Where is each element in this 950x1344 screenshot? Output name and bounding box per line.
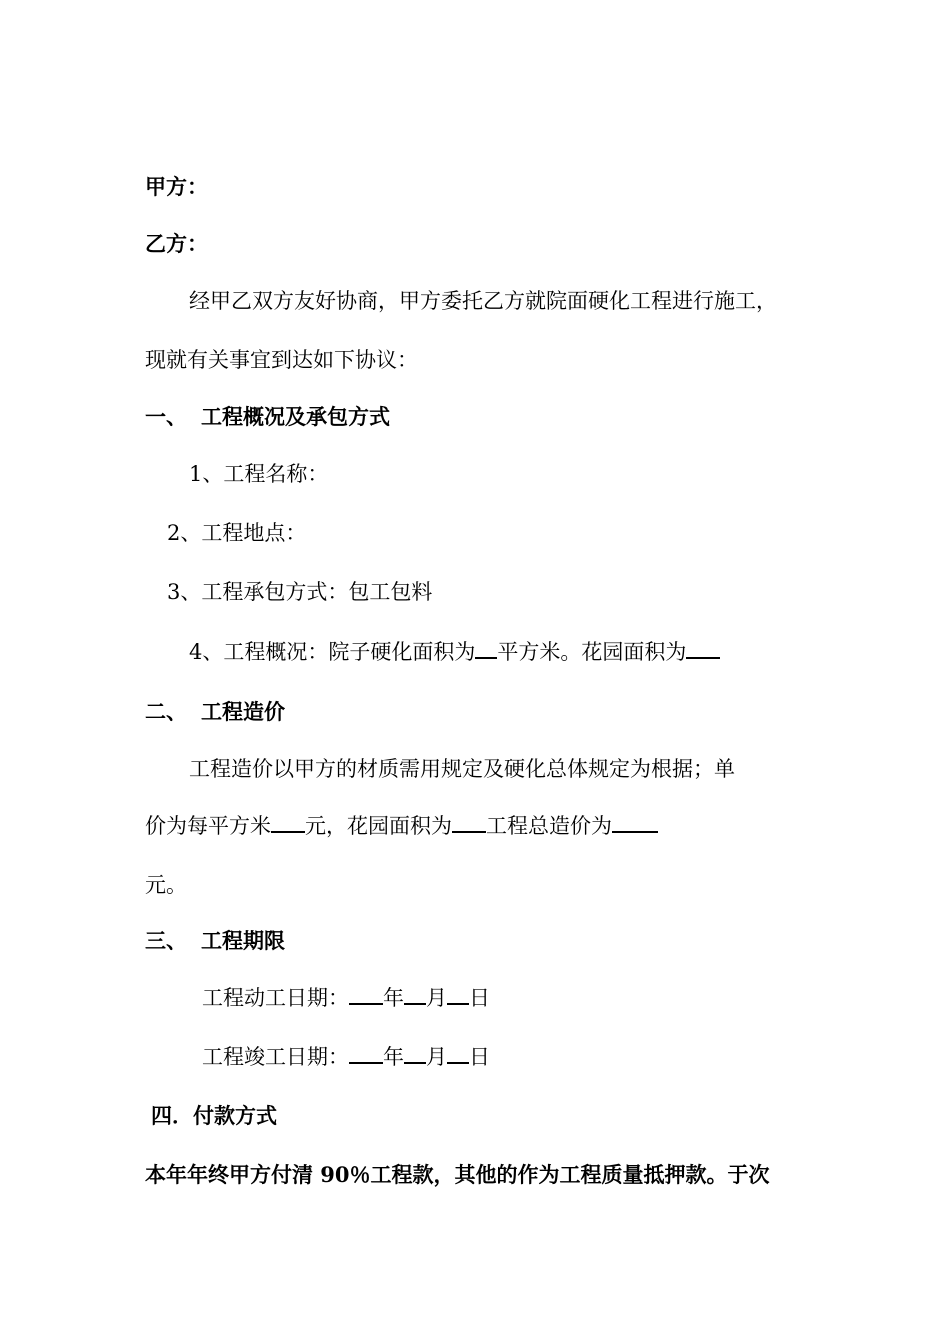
start-date-label: 工程动工日期：	[202, 986, 349, 1010]
start-month-blank	[404, 985, 426, 1005]
party-b-label: 乙方：	[145, 231, 208, 256]
end-day-blank	[447, 1044, 469, 1064]
end-year-unit: 年	[383, 1045, 404, 1069]
section-3-number: 三、	[145, 928, 187, 953]
intro-line-1: 经甲乙双方友好协商，甲方委托乙方就院面硬化工程进行施工，	[189, 289, 777, 313]
section-1-number: 一、	[145, 404, 187, 429]
section-2-number: 二、	[145, 699, 187, 724]
section-4-heading: 四．付款方式	[151, 1103, 277, 1128]
start-day-unit: 日	[469, 986, 490, 1010]
start-date-line	[202, 984, 490, 1012]
end-month-blank	[404, 1044, 426, 1064]
price-text-b: 元，花园面积为	[305, 814, 452, 838]
unit-price-blank	[271, 813, 305, 833]
start-year-blank	[349, 985, 383, 1005]
section-1-item-2: 2、工程地点：	[167, 521, 307, 545]
total-price-blank	[612, 813, 658, 833]
start-day-blank	[447, 985, 469, 1005]
area-blank	[475, 639, 497, 659]
section-2-heading	[145, 698, 285, 726]
party-a-label: 甲方：	[145, 174, 208, 199]
section-1-item-3: 3、工程承包方式：包工包料	[167, 580, 433, 604]
end-date-line	[202, 1043, 490, 1071]
section-2-line-3: 元。	[145, 873, 187, 897]
section-3-heading	[145, 927, 285, 955]
end-year-blank	[349, 1044, 383, 1064]
section-1-heading	[145, 403, 390, 431]
intro-line-2: 现就有关事宜到达如下协议：	[145, 348, 418, 372]
section-1-item-1: 1、工程名称：	[189, 462, 329, 486]
section-2-line-1: 工程造价以甲方的材质需用规定及硬化总体规定为根据；单	[189, 757, 735, 781]
section-4-line-1: 本年年终甲方付清 90％工程款，其他的作为工程质量抵押款。于次	[145, 1162, 770, 1187]
section-1-item-4	[189, 638, 720, 666]
item-4-text-b: 平方米。花园面积为	[497, 640, 687, 664]
item-4-text-a: 4、工程概况：院子硬化面积为	[189, 640, 476, 664]
garden-price-blank	[452, 813, 486, 833]
end-month-unit: 月	[426, 1045, 447, 1069]
end-date-label: 工程竣工日期：	[202, 1045, 349, 1069]
price-text-a: 价为每平方米	[145, 814, 271, 838]
section-1-title: 工程概况及承包方式	[201, 404, 390, 429]
price-text-c: 工程总造价为	[486, 814, 612, 838]
garden-area-blank	[686, 639, 720, 659]
section-3-title: 工程期限	[201, 928, 285, 953]
start-month-unit: 月	[426, 986, 447, 1010]
section-2-title: 工程造价	[201, 699, 285, 724]
section-2-line-2	[145, 812, 658, 840]
start-year-unit: 年	[383, 986, 404, 1010]
end-day-unit: 日	[469, 1045, 490, 1069]
